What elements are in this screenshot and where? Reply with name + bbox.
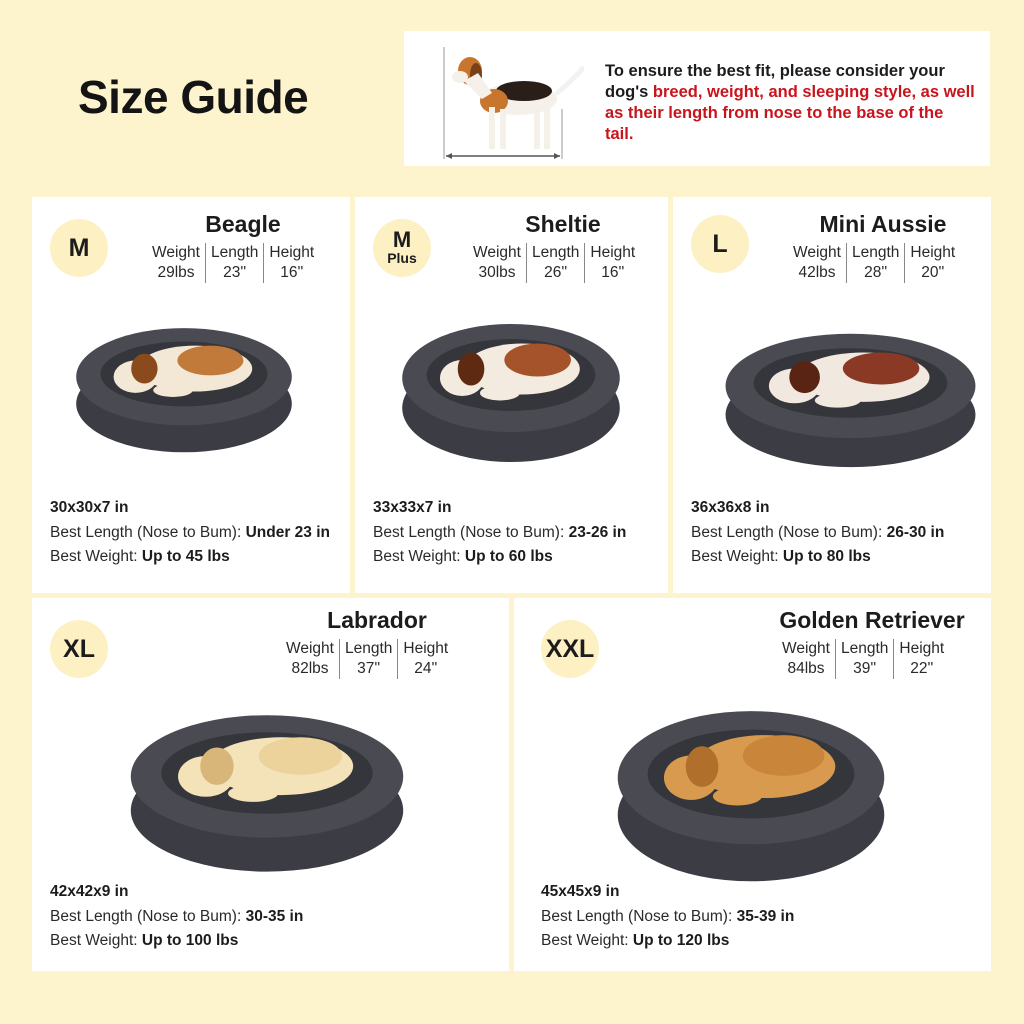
stat-value: 23'' bbox=[223, 264, 247, 281]
best-length-label: Best Length (Nose to Bum): bbox=[691, 523, 883, 541]
best-weight-row bbox=[691, 545, 944, 570]
best-weight-value: Up to 60 lbs bbox=[464, 548, 553, 565]
best-weight-row bbox=[50, 929, 303, 954]
stat-label: Weight bbox=[473, 244, 521, 261]
bed-specs bbox=[50, 496, 330, 570]
stat-weight bbox=[281, 639, 339, 679]
breed-name: Golden Retriever bbox=[779, 607, 965, 633]
best-weight-label: Best Weight: bbox=[373, 548, 461, 565]
bed-dimensions: 30x30x7 in bbox=[50, 499, 129, 516]
intro-text bbox=[605, 61, 975, 145]
stat-value: 26'' bbox=[544, 264, 568, 281]
dog-in-bed-image bbox=[615, 700, 887, 885]
size-badge-label: XL bbox=[63, 634, 95, 663]
stat-length bbox=[205, 243, 263, 283]
bed-dimensions: 45x45x9 in bbox=[541, 883, 620, 900]
best-weight-row bbox=[50, 545, 330, 570]
dog-patch bbox=[743, 735, 825, 776]
intro-panel bbox=[404, 31, 990, 166]
breed-name: Beagle bbox=[205, 211, 281, 237]
stat-label: Length bbox=[840, 640, 889, 657]
bed-specs bbox=[50, 880, 303, 954]
dog-patch bbox=[177, 346, 243, 376]
stat-value: 22'' bbox=[910, 660, 934, 677]
stat-value: 20'' bbox=[921, 264, 945, 281]
best-weight-label: Best Weight: bbox=[50, 548, 138, 565]
dog-paw bbox=[153, 383, 193, 397]
stat-value: 30lbs bbox=[478, 264, 516, 281]
stat-weight bbox=[788, 243, 846, 283]
stat-label: Length bbox=[851, 244, 900, 261]
size-badge bbox=[50, 219, 108, 277]
stat-value: 42lbs bbox=[798, 264, 836, 281]
size-badge-label: L bbox=[712, 229, 728, 258]
best-weight-value: Up to 45 lbs bbox=[141, 548, 230, 565]
best-length-label: Best Length (Nose to Bum): bbox=[50, 523, 242, 541]
best-length-value: 35-39 in bbox=[736, 907, 795, 925]
best-length-value: 30-35 in bbox=[245, 907, 304, 925]
best-weight-value: Up to 120 lbs bbox=[632, 932, 730, 949]
stat-length bbox=[339, 639, 397, 679]
dog-stats bbox=[788, 243, 960, 283]
stat-value: 24'' bbox=[414, 660, 438, 677]
best-length-label: Best Length (Nose to Bum): bbox=[541, 907, 733, 925]
stat-height bbox=[904, 243, 960, 283]
stat-value: 28'' bbox=[864, 264, 888, 281]
stat-weight bbox=[777, 639, 835, 679]
best-weight-value: Up to 100 lbs bbox=[141, 932, 239, 949]
stat-label: Height bbox=[899, 640, 945, 657]
dog-stats bbox=[281, 639, 453, 679]
bed-dimensions: 33x33x7 in bbox=[373, 499, 452, 516]
stat-label: Weight bbox=[152, 244, 200, 261]
dog-ear bbox=[131, 354, 157, 384]
stat-label: Length bbox=[344, 640, 393, 657]
best-length-row bbox=[50, 521, 330, 546]
bed-specs bbox=[373, 496, 626, 570]
bed-dimensions: 36x36x8 in bbox=[691, 499, 770, 516]
stat-label: Length bbox=[531, 244, 580, 261]
dog-ear bbox=[789, 361, 820, 393]
stat-label: Height bbox=[269, 244, 315, 261]
dog-in-bed-image bbox=[74, 320, 294, 455]
best-weight-row bbox=[373, 545, 626, 570]
best-length-row bbox=[50, 905, 303, 930]
intro-text-highlight: breed, weight, and sleeping style, as well as their length from nose to the base of the tail. bbox=[605, 83, 975, 143]
dog-in-bed-image bbox=[723, 325, 978, 470]
dog-patch bbox=[504, 344, 571, 377]
size-badge-label: M bbox=[392, 227, 412, 252]
size-badge bbox=[373, 219, 431, 277]
best-length-value: 26-30 in bbox=[886, 523, 945, 541]
dog-paw bbox=[815, 393, 861, 408]
stat-height bbox=[893, 639, 949, 679]
best-length-value: 23-26 in bbox=[568, 523, 627, 541]
stat-weight bbox=[468, 243, 526, 283]
size-badge-sub: Plus bbox=[387, 250, 417, 266]
stat-length bbox=[835, 639, 893, 679]
stat-height bbox=[397, 639, 453, 679]
size-badge bbox=[50, 620, 108, 678]
stat-label: Weight bbox=[782, 640, 830, 657]
breed-name: Mini Aussie bbox=[819, 211, 947, 237]
stat-label: Weight bbox=[286, 640, 334, 657]
best-length-label: Best Length (Nose to Bum): bbox=[373, 523, 565, 541]
best-length-row bbox=[691, 521, 944, 546]
dog-ear bbox=[458, 353, 485, 386]
dog-stats bbox=[468, 243, 640, 283]
best-weight-row bbox=[541, 929, 794, 954]
stat-label: Height bbox=[403, 640, 449, 657]
stat-weight bbox=[147, 243, 205, 283]
best-weight-value: Up to 80 lbs bbox=[782, 548, 871, 565]
dog-stats bbox=[777, 639, 949, 679]
bed-specs bbox=[541, 880, 794, 954]
intro-text-normal: To ensure the best fit, please consider your dog's bbox=[605, 62, 945, 101]
beagle-measurement-image bbox=[434, 39, 584, 164]
stat-value: 39'' bbox=[853, 660, 877, 677]
best-weight-label: Best Weight: bbox=[50, 932, 138, 949]
dog-patch bbox=[259, 737, 342, 774]
best-length-row bbox=[373, 521, 626, 546]
best-weight-label: Best Weight: bbox=[691, 548, 779, 565]
stat-label: Height bbox=[590, 244, 636, 261]
breed-name: Labrador bbox=[327, 607, 427, 633]
best-length-row bbox=[541, 905, 794, 930]
stat-height bbox=[263, 243, 319, 283]
size-badge-label: M bbox=[68, 233, 90, 262]
stat-label: Length bbox=[210, 244, 259, 261]
dog-in-bed-image bbox=[400, 315, 622, 465]
size-badge bbox=[541, 620, 599, 678]
stat-value: 84lbs bbox=[787, 660, 825, 677]
stat-height bbox=[584, 243, 640, 283]
breed-name: Sheltie bbox=[525, 211, 601, 237]
stat-value: 16'' bbox=[280, 264, 304, 281]
dog-ear bbox=[686, 746, 719, 787]
dog-patch bbox=[843, 353, 920, 385]
dog-in-bed-image bbox=[128, 705, 406, 875]
bed-dimensions: 42x42x9 in bbox=[50, 883, 129, 900]
best-length-value: Under 23 in bbox=[245, 523, 330, 541]
size-badge-label: XXL bbox=[545, 634, 595, 663]
stat-value: 37'' bbox=[357, 660, 381, 677]
dog-paw bbox=[713, 787, 762, 806]
stat-value: 82lbs bbox=[291, 660, 329, 677]
stat-length bbox=[526, 243, 584, 283]
size-badge bbox=[691, 215, 749, 273]
stat-length bbox=[846, 243, 904, 283]
dog-paw bbox=[480, 386, 520, 401]
best-length-label: Best Length (Nose to Bum): bbox=[50, 907, 242, 925]
dog-paw bbox=[228, 785, 278, 802]
page-title: Size Guide bbox=[78, 71, 309, 123]
dog-stats bbox=[147, 243, 319, 283]
stat-label: Height bbox=[910, 244, 956, 261]
stat-value: 29lbs bbox=[157, 264, 195, 281]
stat-label: Weight bbox=[793, 244, 841, 261]
dog-ear bbox=[200, 748, 233, 785]
stat-value: 16'' bbox=[601, 264, 625, 281]
bed-specs bbox=[691, 496, 944, 570]
best-weight-label: Best Weight: bbox=[541, 932, 629, 949]
